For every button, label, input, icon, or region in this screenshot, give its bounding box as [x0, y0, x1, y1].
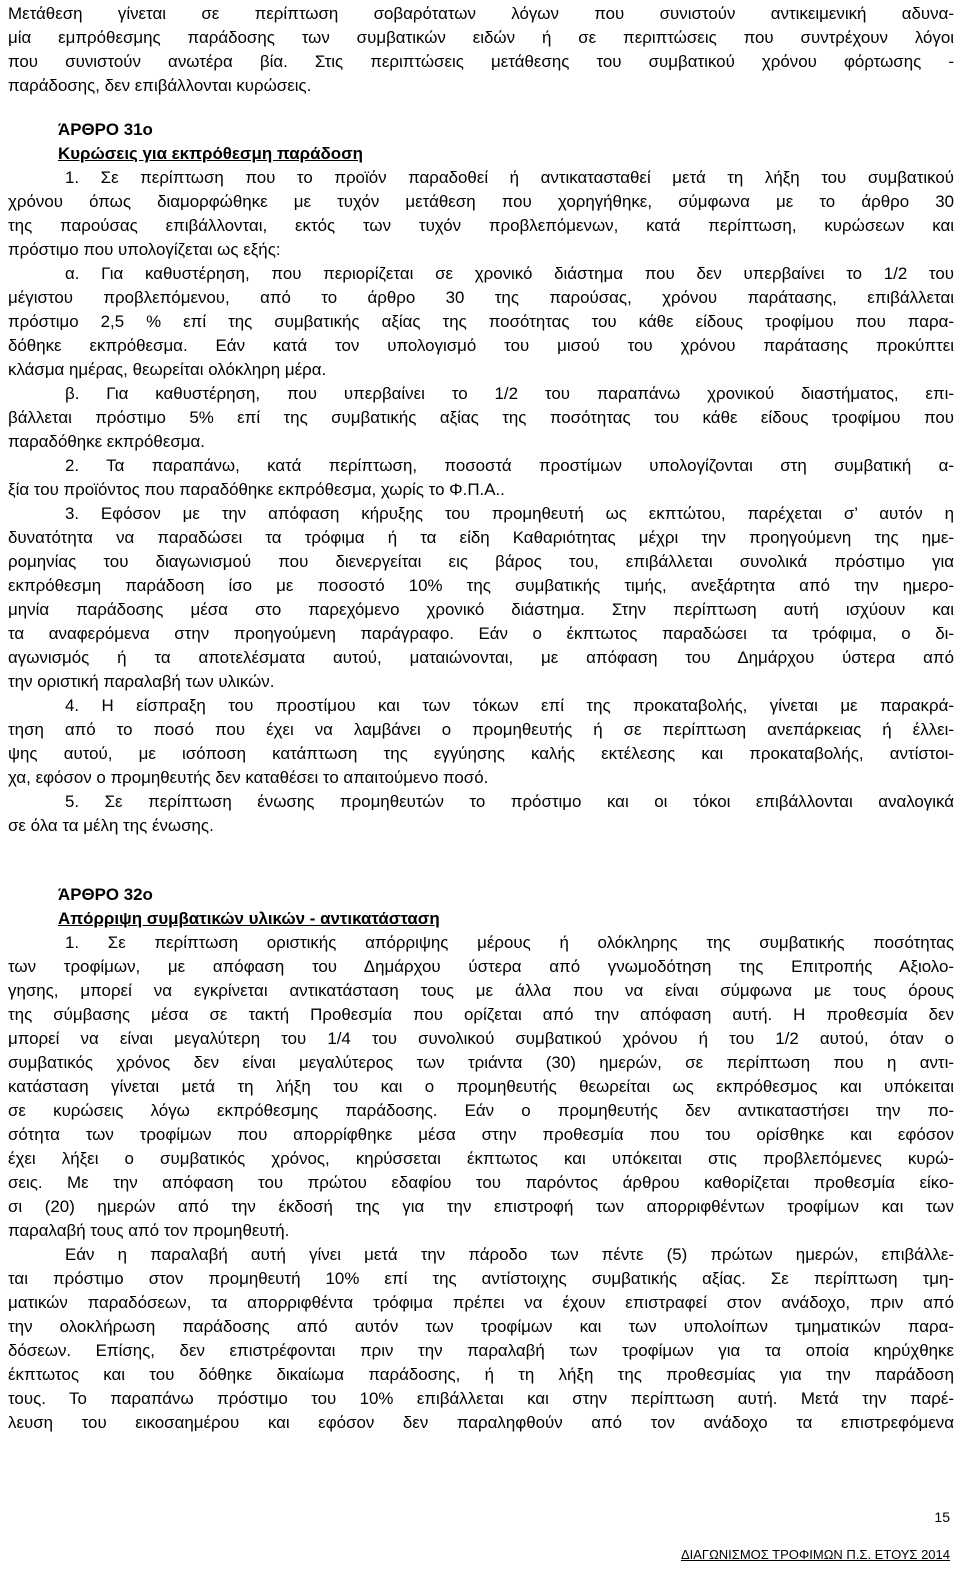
- text-line: ψης αυτού, με ισόποση κατάπτωση της εγγύησης καλής εκτέλεσης και προκαταβολής, αντίστοι-: [8, 744, 954, 763]
- text-line: της παρούσας επιβάλλονται, εκτός των τυχόν προβλεπόμενων, κατά περίπτωση, κυρώσεων και: [8, 216, 954, 235]
- text-line: χα, εφόσον ο προμηθευτής δεν καταθέσει το απαιτούμενο ποσό.: [8, 768, 489, 787]
- text-line: εκπρόθεσμη παράδοση ίσο με ποσοστό 10% της συμβατικής τιμής, ανεξάρτητα από την ημερο-: [8, 576, 954, 595]
- text-line: δυνατότητα να παραδώσει τα τρόφιμα ή τα είδη Καθαριότητας μέχρι την προηγούμενη της ημε-: [8, 528, 954, 547]
- text-line: έχει λήξει ο συμβατικός χρόνος, κηρύσσεται έκπτωτος και υπόκειται στις προβλεπόμενες κυρώ-: [8, 1149, 954, 1168]
- text-line: 5. Σε περίπτωση ένωσης προμηθευτών το πρόστιμο και οι τόκοι επιβάλλονται αναλογικά: [65, 792, 954, 811]
- text-line: 1. Σε περίπτωση που το προϊόν παραδοθεί ή αντικατασταθεί μετά τη λήξη του συμβατικού: [65, 168, 954, 187]
- text-line: σι (20) ημερών από την έκδοσή της για την επιστροφή των απορριφθέντων τροφίμων και των: [8, 1197, 954, 1216]
- text-line: δόσεων. Επίσης, δεν επιστρέφονται πριν την παραλαβή των τροφίμων για τα οποία κηρύχθηκε: [8, 1341, 954, 1360]
- page-number: 15: [934, 1509, 950, 1525]
- text-line: μέγιστου προβλεπόμενου, από το άρθρο 30 της παρούσας, χρόνου παράτασης, επιβάλλεται: [8, 288, 954, 307]
- text-line: 3. Εφόσον με την απόφαση κήρυξης του προμηθευτή ως εκπτώτου, παρέχεται σ’ αυτόν η: [65, 504, 954, 523]
- text-line: έκπτωτος και του δόθηκε δικαίωμα παράδοσης, ή τη λήξη της προθεσμίας για την παράδοση: [8, 1365, 954, 1384]
- text-line: ρομηνίας του διαγωνισμού που διενεργείται εις βάρος του, επιβάλλεται συνολικά πρόστιμο για: [8, 552, 954, 571]
- text-line: Μετάθεση γίνεται σε περίπτωση σοβαρότατων λόγων που συνιστούν αντικειμενική αδυνα-: [8, 4, 954, 23]
- text-line: σεις. Με την απόφαση του πρώτου εδαφίου του παρόντος άρθρου καθορίζεται προθεσμία είκο-: [8, 1173, 954, 1192]
- text-line: γησης, μπορεί να εγκρίνεται αντικατάσταση τους με άλλα που να είναι σύμφωνα με τους όρους: [8, 981, 954, 1000]
- text-line: ματικών παραδόσεων, τα απορριφθέντα τρόφιμα πρέπει να έχουν επιστραφεί στον ανάδοχο, πριν από: [8, 1293, 954, 1312]
- text-line: 2. Τα παραπάνω, κατά περίπτωση, ποσοστά προστίμων υπολογίζονται στη συμβατική α-: [65, 456, 954, 475]
- text-line: την ολοκλήρωση παράδοσης από αυτόν των τροφίμων και των υπολοίπων τμηματικών παρα-: [8, 1317, 954, 1336]
- text-line: παραδόθηκε εκπρόθεσμα.: [8, 432, 205, 451]
- text-line: τους. Το παραπάνω πρόστιμο του 10% επιβάλλεται και στην περίπτωση αυτή. Μετά την παρέ-: [8, 1389, 954, 1408]
- text-line: Εάν η παραλαβή αυτή γίνει μετά την πάροδο των πέντε (5) πρώτων ημερών, επιβάλλε-: [65, 1245, 954, 1264]
- text-line: παράδοσης, δεν επιβάλλονται κυρώσεις.: [8, 76, 312, 95]
- article-heading-line: ΆΡΘΡΟ 32ο: [58, 885, 153, 904]
- article-heading-line: Κυρώσεις για εκπρόθεσμη παράδοση: [58, 144, 363, 163]
- text-line: ξία του προϊόντος που παραδόθηκε εκπρόθεσμα, χωρίς το Φ.Π.Α..: [8, 480, 505, 499]
- text-line: αγωνισμός ή τα αποτελέσματα αυτού, ματαιώνονται, με απόφαση του Δημάρχου ύστερα από: [8, 648, 954, 667]
- text-line: τα αναφερόμενα στην προηγούμενη παράγραφο. Εάν ο έκπτωτος παραδώσει τα τρόφιμα, ο δι-: [8, 624, 954, 643]
- text-line: λευση του εικοσαημέρου και εφόσον δεν παραληφθούν από τον ανάδοχο τα επιστρεφόμενα: [8, 1413, 954, 1432]
- text-line: πρόστιμο 2,5 % επί της συμβατικής αξίας της ποσότητας του κάθε είδους τροφίμου που παρα-: [8, 312, 954, 331]
- text-line: χρόνου όπως διαμορφώθηκε με τυχόν μετάθεση που χορηγήθηκε, σύμφωνα με το άρθρο 30: [8, 192, 954, 211]
- text-line: συμβατικός χρόνος δεν είναι μεγαλύτερος των τριάντα (30) ημερών, σε περίπτωση που η αντι-: [8, 1053, 954, 1072]
- text-line: β. Για καθυστέρηση, που υπερβαίνει το 1/2 του παραπάνω χρονικού διαστήματος, επι-: [65, 384, 954, 403]
- text-line: σε κυρώσεις λόγω εκπρόθεσμης παράδοσης. Εάν ο προμηθευτής δεν αντικαταστήσει την πο-: [8, 1101, 954, 1120]
- text-line: μηνία παράδοσης μέσα στο παρεχόμενο χρονικό διάστημα. Στην περίπτωση αυτή ισχύουν και: [8, 600, 954, 619]
- text-line: σε όλα τα μέλη της ένωσης.: [8, 816, 214, 835]
- article-heading-line: ΆΡΘΡΟ 31ο: [58, 120, 153, 139]
- text-line: μία εμπρόθεσμης παράδοσης των συμβατικών ειδών ή σε περιπτώσεις που συντρέχουν λόγοι: [8, 28, 954, 47]
- text-line: την οριστική παραλαβή των υλικών.: [8, 672, 275, 691]
- text-line: που συνιστούν ανωτέρα βία. Στις περιπτώσεις μετάθεσης του συμβατικού χρόνου φόρτωσης -: [8, 52, 954, 71]
- page-footer: ΔΙΑΓΩΝΙΣΜΟΣ ΤΡΟΦΙΜΩΝ Π.Σ. ΕΤΟΥΣ 2014: [680, 1547, 950, 1562]
- text-line: των τροφίμων, με απόφαση του Δημάρχου ύστερα από γνωμοδότηση της Επιτροπής Αξιολο-: [8, 957, 954, 976]
- text-line: σότητα των τροφίμων που απορρίφθηκε μέσα στην προθεσμία που του ορίσθηκε και εφόσον: [8, 1125, 954, 1144]
- text-line: παραλαβή τους από τον προμηθευτή.: [8, 1221, 290, 1240]
- text-line: κατάσταση γίνεται μετά τη λήξη του και ο προμηθευτής θεωρείται ως εκπρόθεσμος και υπόκειται: [8, 1077, 954, 1096]
- text-line: κλάσμα ημέρας, θεωρείται ολόκληρη μέρα.: [8, 360, 327, 379]
- article-heading-line: Απόρριψη συμβατικών υλικών - αντικατάσταση: [58, 909, 440, 928]
- text-line: 4. Η είσπραξη του προστίμου και των τόκων επί της προκαταβολής, γίνεται με παρακρά-: [65, 696, 954, 715]
- text-line: δόθηκε εκπρόθεσμα. Εάν κατά τον υπολογισμό του μισού του χρόνου παράτασης προκύπτει: [8, 336, 954, 355]
- text-line: της σύμβασης μέσα σε τακτή Προθεσμία που ορίζεται από την απόφαση αυτή. Η προθεσμία δεν: [8, 1005, 954, 1024]
- text-line: τηση από το ποσό που έχει να λαμβάνει ο προμηθευτής ή σε περίπτωση ανεπάρκειας ή έλλει-: [8, 720, 954, 739]
- text-line: α. Για καθυστέρηση, που περιορίζεται σε χρονικό διάστημα που δεν υπερβαίνει το 1/2 του: [65, 264, 954, 283]
- text-line: πρόστιμο που υπολογίζεται ως εξής:: [8, 240, 281, 259]
- text-line: βάλλεται πρόστιμο 5% επί της συμβατικής αξίας της ποσότητας του κάθε είδους τροφίμου που: [8, 408, 954, 427]
- text-line: 1. Σε περίπτωση οριστικής απόρριψης μέρους ή ολόκληρης της συμβατικής ποσότητας: [65, 933, 954, 952]
- text-line: μπορεί να είναι μεγαλύτερη του 1/4 του συνολικού συμβατικού χρόνου ή του 1/2 αυτού, όταν ο: [8, 1029, 954, 1048]
- text-line: ται πρόστιμο στον προμηθευτή 10% επί της αντίστοιχης συμβατικής αξίας. Σε περίπτωση τμη-: [8, 1269, 954, 1288]
